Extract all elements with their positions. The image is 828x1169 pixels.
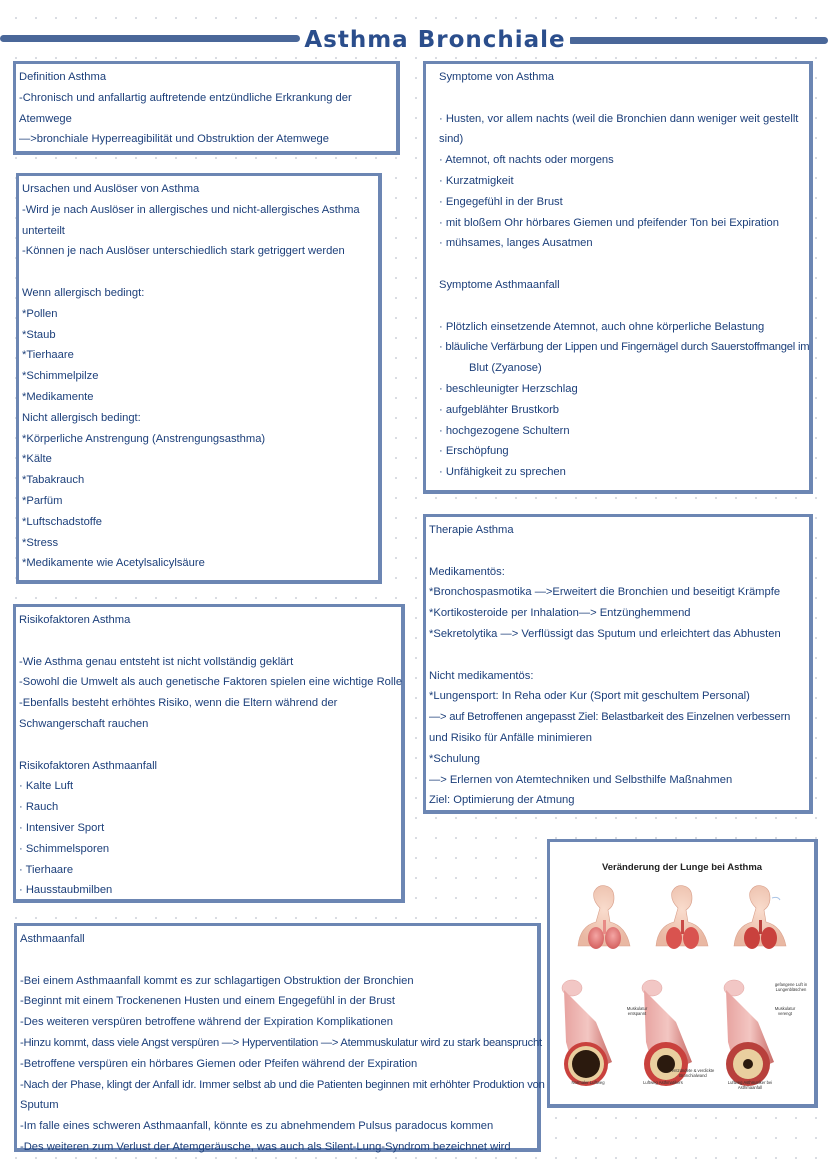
causes-text: -Können je nach Auslöser unterschiedlich stark getriggert werden <box>22 245 345 258</box>
spacer <box>429 645 809 666</box>
list-item: *Stress <box>22 536 59 549</box>
attack-text: -Des weiteren verspüren betroffene während der Expiration Komplikationen <box>20 1016 393 1029</box>
list-item: *Lungensport: In Reha oder Kur (Sport mit geschultem Personal) <box>429 690 750 703</box>
causes-subheading: Wenn allergisch bedingt: <box>22 286 145 299</box>
list-item: · Tierhaare <box>19 863 74 876</box>
spacer <box>19 631 401 652</box>
list-item: *Bronchospasmotika —>Erweitert die Bronchien und beseitigt Krämpfe <box>429 586 781 599</box>
list-item: *Schimmelpilze <box>22 370 99 383</box>
label-inflamed: entzündete & verdickte Bronchialwand <box>671 1068 715 1078</box>
spacer <box>439 296 809 317</box>
attack-text: -Des weiteren zum Verlust der Atemgeräusche, was auch als Silent-Lung-Syndrom bezeichnet wird <box>20 1140 511 1153</box>
spacer <box>439 88 809 109</box>
spacer <box>22 262 378 283</box>
list-item: *Staub <box>22 328 56 341</box>
therapy-subheading: Nicht medikamentös: <box>429 669 534 682</box>
figure-title: Veränderung der Lunge bei Asthma <box>601 862 763 873</box>
risk-text: -Wie Asthma genau entsteht ist nicht vollständig geklärt <box>19 655 294 668</box>
list-item: · Unfähigkeit zu sprechen <box>439 466 566 479</box>
risk-text: -Sowohl die Umwelt als auch genetische Faktoren spielen eine wichtige Rolle <box>19 676 403 689</box>
causes-subheading: Nicht allergisch bedingt: <box>22 411 141 424</box>
list-item: · Atemnot, oft nachts oder morgens <box>439 154 614 167</box>
definition-box <box>13 61 400 155</box>
spacer <box>19 735 401 756</box>
definition-text: -Chronisch und anfallartig auftretende entzündliche Erkrankung der <box>19 91 352 104</box>
risk-heading: Risikofaktoren Asthma <box>19 614 131 626</box>
list-item: *Tabakrauch <box>22 474 85 487</box>
label-muscle-relaxed: Muskulatur entspannt <box>626 1006 648 1016</box>
therapy-subheading: Medikamentös: <box>429 565 505 578</box>
list-item: · Kalte Luft <box>19 780 74 793</box>
list-item: *Medikamente wie Acetylsalicylsäure <box>22 557 205 570</box>
lung-figure <box>547 839 818 1108</box>
therapy-heading: Therapie Asthma <box>429 524 514 536</box>
attack-text: -Im falle eines schweren Asthmaanfall, könnte es zu abnehmendem Pulsus paradocus kommen <box>20 1120 494 1133</box>
causes-heading: Ursachen und Auslöser von Asthma <box>22 183 200 195</box>
attack-heading: Asthmaanfall <box>20 933 85 945</box>
torso-asthmatic <box>656 886 708 949</box>
list-item: · Plötzlich einsetzende Atemnot, auch ohne körperliche Belastung <box>439 320 765 333</box>
list-item: *Pollen <box>22 307 58 320</box>
torso-attack <box>734 886 786 949</box>
spacer <box>429 541 809 562</box>
risk-text: -Ebenfalls besteht erhöhtes Risiko, wenn die Eltern während der <box>19 697 338 710</box>
page-title: Asthma Bronchiale <box>300 23 570 57</box>
therapy-box <box>423 514 813 814</box>
causes-box <box>16 173 382 584</box>
attack-box <box>14 923 545 1153</box>
list-item: · aufgeblähter Brustkorb <box>439 403 560 416</box>
attack-text: -Nach der Phase, klingt der Anfall idr. Immer selbst ab und die Patienten beginnen mit erhöhter Produktion von <box>20 1078 545 1091</box>
list-item: · beschleunigter Herzschlag <box>439 382 578 395</box>
list-item: —> Erlernen von Atemtechniken und Selbsthilfe Maßnahmen <box>429 773 733 786</box>
airway-normal <box>562 980 612 1086</box>
airway-attack <box>724 980 774 1086</box>
list-item: · mühsames, langes Ausatmen <box>439 237 593 250</box>
attack-text: -Bei einem Asthmaanfall kommt es zur schlagartigen Obstruktion der Bronchien <box>20 974 414 987</box>
risk-subheading: Risikofaktoren Asthmaanfall <box>19 759 158 772</box>
attack-text: -Hinzu kommt, dass viele Angst verspüren —> Hyperventilation —> Atemmuskulatur wird zu stark beansprucht <box>20 1036 542 1049</box>
symptoms-attack-heading: Symptome Asthmaanfall <box>439 278 560 291</box>
attack-text: -Beginnt mit einem Trockenenen Husten und einem Engegefühl in der Brust <box>20 995 395 1008</box>
list-item: *Tierhaare <box>22 349 74 362</box>
list-item: · Erschöpfung <box>439 445 509 458</box>
list-item: *Kälte <box>22 453 52 466</box>
list-item: —> auf Betroffenen angepasst Ziel: Belastbarkeit des Einzelnen verbessern <box>429 711 791 724</box>
list-item: und Risiko für Anfälle minimieren <box>429 731 592 744</box>
list-item: · Husten, vor allem nachts (weil die Bronchien dann weniger weit gestellt sind) <box>439 112 799 146</box>
torso-normal <box>578 886 630 949</box>
risk-box <box>13 604 405 903</box>
spacer <box>20 950 537 971</box>
list-item: *Sekretolytika —> Verflüssigt das Sputum und erleichtert das Abhusten <box>429 627 781 640</box>
list-item: *Luftschadstoffe <box>22 515 103 528</box>
label-muscle-tight: Muskulatur verengt <box>774 1006 796 1016</box>
list-item: · mit bloßem Ohr hörbares Giemen und pfeifender Ton bei Expiration <box>439 216 779 229</box>
list-item: *Medikamente <box>22 390 94 403</box>
list-item: · Intensiver Sport <box>19 821 105 834</box>
symptoms-box <box>423 61 813 494</box>
list-item: · bläuliche Verfärbung der Lippen und Fingernägel durch Sauerstoffmangel im <box>439 341 810 354</box>
definition-text: Atemwege <box>19 112 72 125</box>
causes-text: -Wird je nach Auslöser in allergisches und nicht-allergisches Asthma <box>22 203 360 216</box>
list-item: · hochgezogene Schultern <box>439 424 570 437</box>
title-rule-right <box>568 37 828 44</box>
list-item: Blut (Zyanose) <box>469 362 542 375</box>
caption-attack: Luftweg Asthmatiker bei Asthmaanfall <box>727 1080 773 1090</box>
symptoms-heading: Symptome von Asthma <box>439 71 555 83</box>
attack-text: -Betroffene verspüren ein hörbares Giemen oder Pfeifen während der Expiration <box>20 1057 418 1070</box>
caption-normal: Normaler Luftweg <box>571 1080 605 1085</box>
list-item: *Kortikosteroide per Inhalation—> Entzünghemmend <box>429 607 691 620</box>
label-air: gefangene Luft in Lungenbläschen <box>774 982 808 992</box>
risk-text: Schwangerschaft rauchen <box>19 717 149 730</box>
lung-illustration <box>550 842 814 1104</box>
list-item: · Hausstaubmilben <box>19 884 113 897</box>
list-item: *Schulung <box>429 752 481 765</box>
definition-heading: Definition Asthma <box>19 71 107 83</box>
attack-text: Sputum <box>20 1099 59 1112</box>
spacer <box>439 254 809 275</box>
list-item: *Körperliche Anstrengung (Anstrengungsasthma) <box>22 432 266 445</box>
caption-asthmatic: Luftweg Asthmatikers <box>643 1080 683 1085</box>
definition-text: —>bronchiale Hyperreagibilität und Obstruktion der Atemwege <box>19 133 329 146</box>
causes-text: unterteilt <box>22 224 65 237</box>
list-item: · Kurzatmigkeit <box>439 174 514 187</box>
list-item: *Parfüm <box>22 494 63 507</box>
list-item: · Schimmelsporen <box>19 842 110 855</box>
list-item: Ziel: Optimierung der Atmung <box>429 794 575 807</box>
list-item: · Engegefühl in der Brust <box>439 195 563 208</box>
title-rule-left <box>0 35 300 42</box>
list-item: · Rauch <box>19 801 59 814</box>
